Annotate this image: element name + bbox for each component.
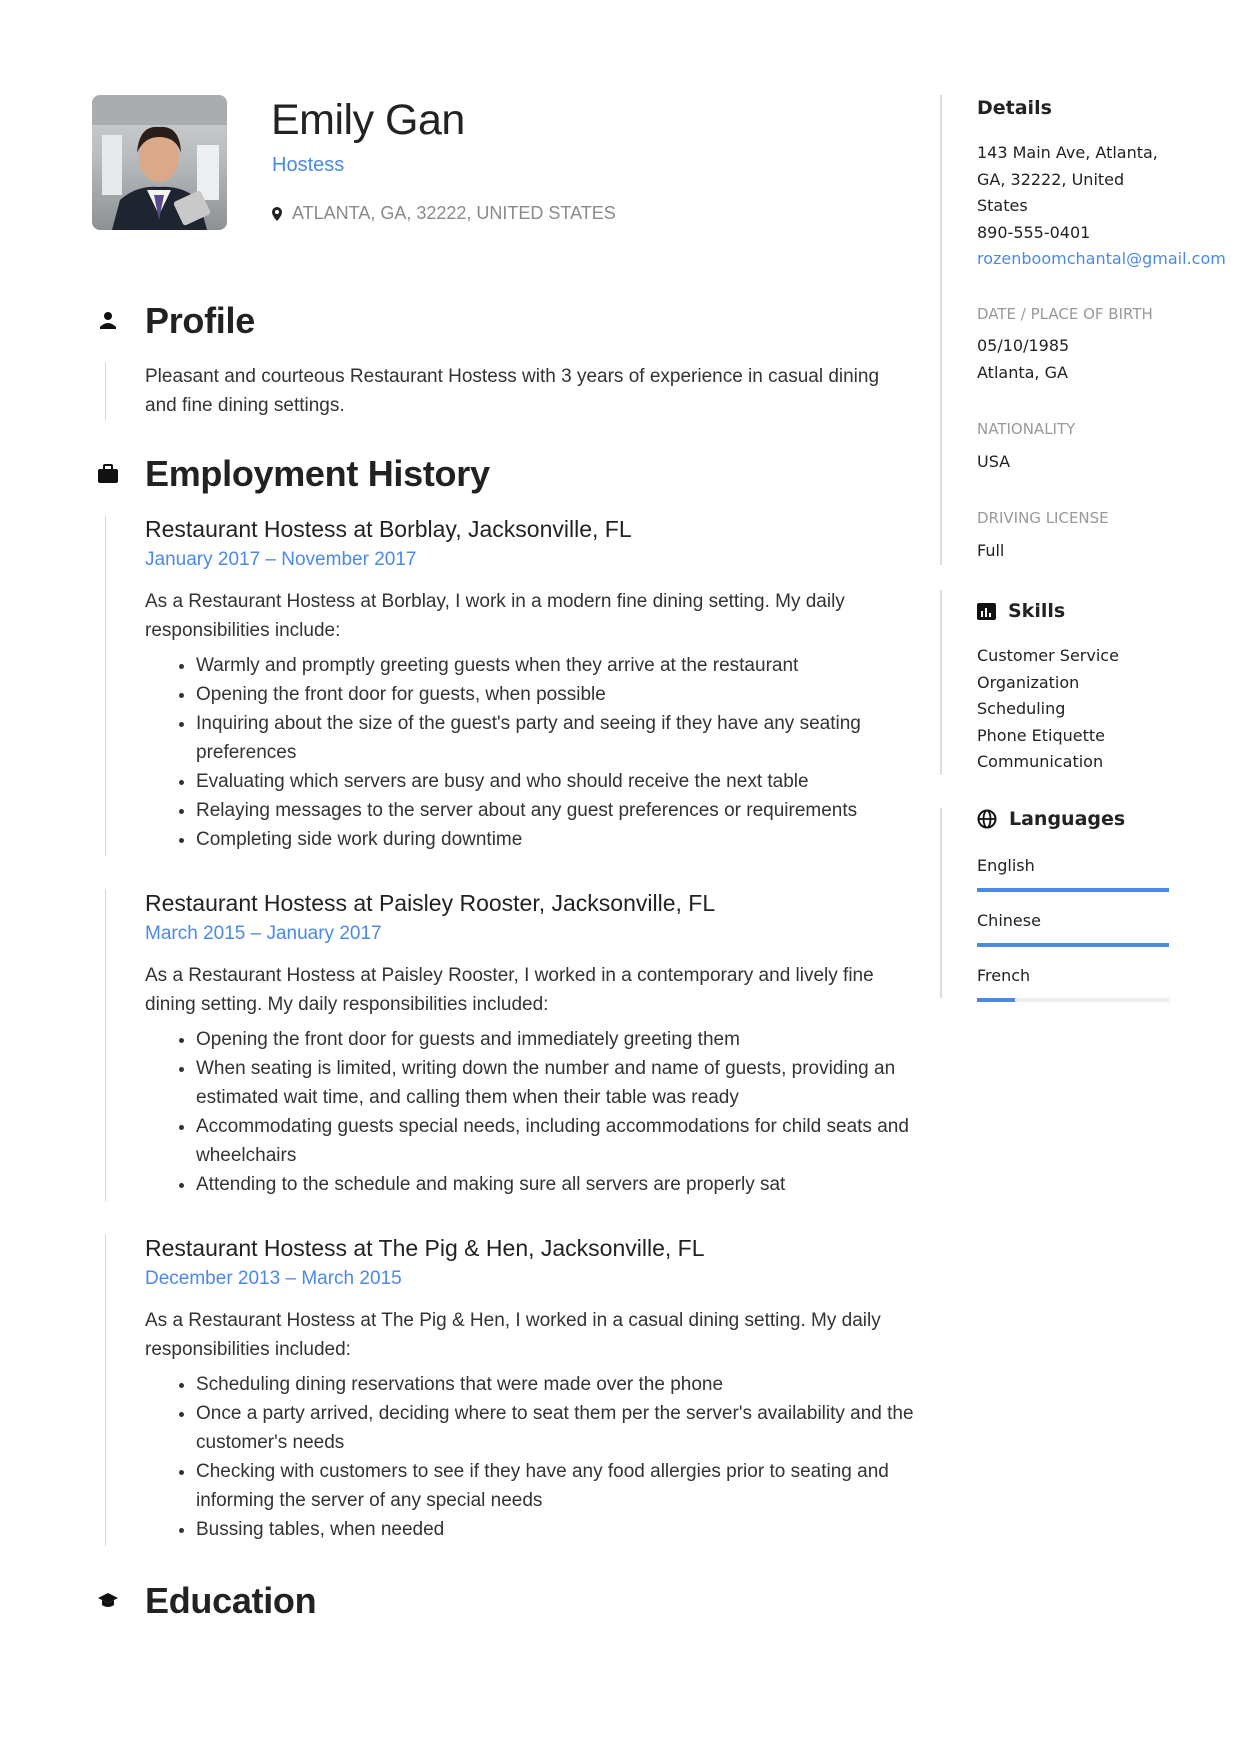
job-bullets xyxy=(145,1370,915,1544)
address-line: GA, 32222, United xyxy=(977,169,1125,189)
nationality: USA xyxy=(977,452,1011,471)
language-level-fill xyxy=(977,943,1169,947)
bullet-item: • Warmly and promptly greeting guests when they arrive at the restaurant xyxy=(196,651,915,680)
bullet-item: • Opening the front door for guests, when possible xyxy=(196,680,915,709)
details-contact xyxy=(977,140,1226,273)
language-name: Chinese xyxy=(977,911,1041,930)
language-name: English xyxy=(977,856,1035,875)
profile-text: Pleasant and courteous Restaurant Hostess with 3 years of experience in casual dining and fine dining settings. xyxy=(145,366,880,416)
job-dates: December 2013 – March 2015 xyxy=(145,1268,402,1289)
job-title: Restaurant Hostess at The Pig & Hen, Jacksonville, FL xyxy=(145,1235,705,1261)
skill-item: Customer Service xyxy=(977,646,1119,665)
map-pin-icon xyxy=(272,207,282,221)
job-entry xyxy=(145,888,915,1199)
bullet-item: • When seating is limited, writing down the number and name of guests, providing an estimated wait time, and calling them when their table was ready xyxy=(196,1054,915,1112)
skill-item: Communication xyxy=(977,752,1104,771)
sidebar-divider xyxy=(940,590,942,775)
section-divider xyxy=(105,889,106,1201)
language-item xyxy=(977,963,1169,1002)
job-description: As a Restaurant Hostess at Paisley Rooster, I worked in a contemporary and lively fine dining setting. My daily responsibilities included: xyxy=(145,965,874,1015)
address-line: 143 Main Ave, Atlanta, xyxy=(977,143,1158,162)
bullet-item: • Evaluating which servers are busy and who should receive the next table xyxy=(196,767,915,796)
birth-date: 05/10/1985 xyxy=(977,336,1070,355)
languages-header xyxy=(977,808,1125,830)
skill-item: Phone Etiquette xyxy=(977,725,1106,745)
bullet-item: • Bussing tables, when needed xyxy=(196,1515,915,1544)
email-link[interactable]: rozenboomchantal@gmail.com xyxy=(977,249,1226,268)
skill-item: Organization xyxy=(977,672,1080,692)
birth-info xyxy=(977,333,1069,386)
skills-list xyxy=(977,643,1119,776)
globe-icon xyxy=(977,809,997,829)
language-level-fill xyxy=(977,998,1015,1002)
language-level-fill xyxy=(977,888,1169,892)
nationality-label: NATIONALITY xyxy=(977,420,1076,438)
job-entry xyxy=(145,514,915,854)
candidate-job-title: Hostess xyxy=(272,154,345,176)
license-label: DRIVING LICENSE xyxy=(977,509,1109,527)
sidebar-divider xyxy=(940,95,942,565)
candidate-name: Emily Gan xyxy=(271,96,465,144)
phone: 890-555-0401 xyxy=(977,222,1091,242)
job-bullets xyxy=(145,651,915,854)
job-entry xyxy=(145,1233,915,1544)
section-divider xyxy=(105,1234,106,1546)
language-level-bar xyxy=(977,943,1169,947)
license: Full xyxy=(977,541,1005,560)
job-bullets xyxy=(145,1025,915,1199)
job-description: As a Restaurant Hostess at Borblay, I work in a modern fine dining setting. My daily responsibilities include: xyxy=(145,591,845,641)
bullet-item: • Scheduling dining reservations that were made over the phone xyxy=(196,1370,915,1399)
bullet-item: • Once a party arrived, deciding where to seat them per the server's availability and the customer's needs xyxy=(196,1399,915,1457)
languages-heading: Languages xyxy=(1009,808,1126,830)
job-dates: March 2015 – January 2017 xyxy=(145,923,382,944)
profile-photo xyxy=(92,95,227,230)
job-description: As a Restaurant Hostess at The Pig & Hen, I worked in a casual dining setting. My daily responsibilities included: xyxy=(145,1310,881,1360)
bullet-item: • Relaying messages to the server about any guest preferences or requirements xyxy=(196,796,915,825)
person-icon xyxy=(97,310,119,332)
profile-heading: Profile xyxy=(145,300,255,341)
graduation-cap-icon xyxy=(97,1590,119,1612)
details-heading: Details xyxy=(977,97,1052,119)
birth-label: DATE / PLACE OF BIRTH xyxy=(977,305,1153,323)
employment-heading: Employment History xyxy=(145,453,490,494)
language-name: French xyxy=(977,966,1031,985)
bullet-item: • Completing side work during downtime xyxy=(196,825,915,854)
job-title: Restaurant Hostess at Paisley Rooster, Jacksonville, FL xyxy=(145,890,716,916)
bullet-item: • Inquiring about the size of the guest's party and seeing if they have any seating preferences xyxy=(196,709,915,767)
language-level-bar xyxy=(977,998,1169,1002)
birth-place: Atlanta, GA xyxy=(977,362,1068,382)
skills-header xyxy=(977,600,1065,622)
briefcase-icon xyxy=(97,463,119,485)
job-title: Restaurant Hostess at Borblay, Jacksonville, FL xyxy=(145,516,632,542)
sidebar-divider xyxy=(940,808,942,998)
skills-heading: Skills xyxy=(1008,600,1066,622)
language-item xyxy=(977,853,1169,892)
location-text: ATLANTA, GA, 32222, UNITED STATES xyxy=(292,203,616,223)
address-line: States xyxy=(977,196,1028,215)
bar-chart-icon xyxy=(977,603,996,620)
language-level-bar xyxy=(977,888,1169,892)
location xyxy=(272,203,616,224)
bullet-item: • Accommodating guests special needs, including accommodations for child seats and wheelchairs xyxy=(196,1112,915,1170)
education-heading: Education xyxy=(145,1580,317,1621)
job-dates: January 2017 – November 2017 xyxy=(145,549,417,570)
bullet-item: • Checking with customers to see if they have any food allergies prior to seating and informing the server of any special needs xyxy=(196,1457,915,1515)
skill-item: Scheduling xyxy=(977,699,1066,718)
section-divider xyxy=(105,516,106,856)
bullet-item: • Opening the front door for guests and immediately greeting them xyxy=(196,1025,915,1054)
language-item xyxy=(977,908,1169,947)
bullet-item: • Attending to the schedule and making sure all servers are properly sat xyxy=(196,1170,915,1199)
section-divider xyxy=(105,362,106,420)
